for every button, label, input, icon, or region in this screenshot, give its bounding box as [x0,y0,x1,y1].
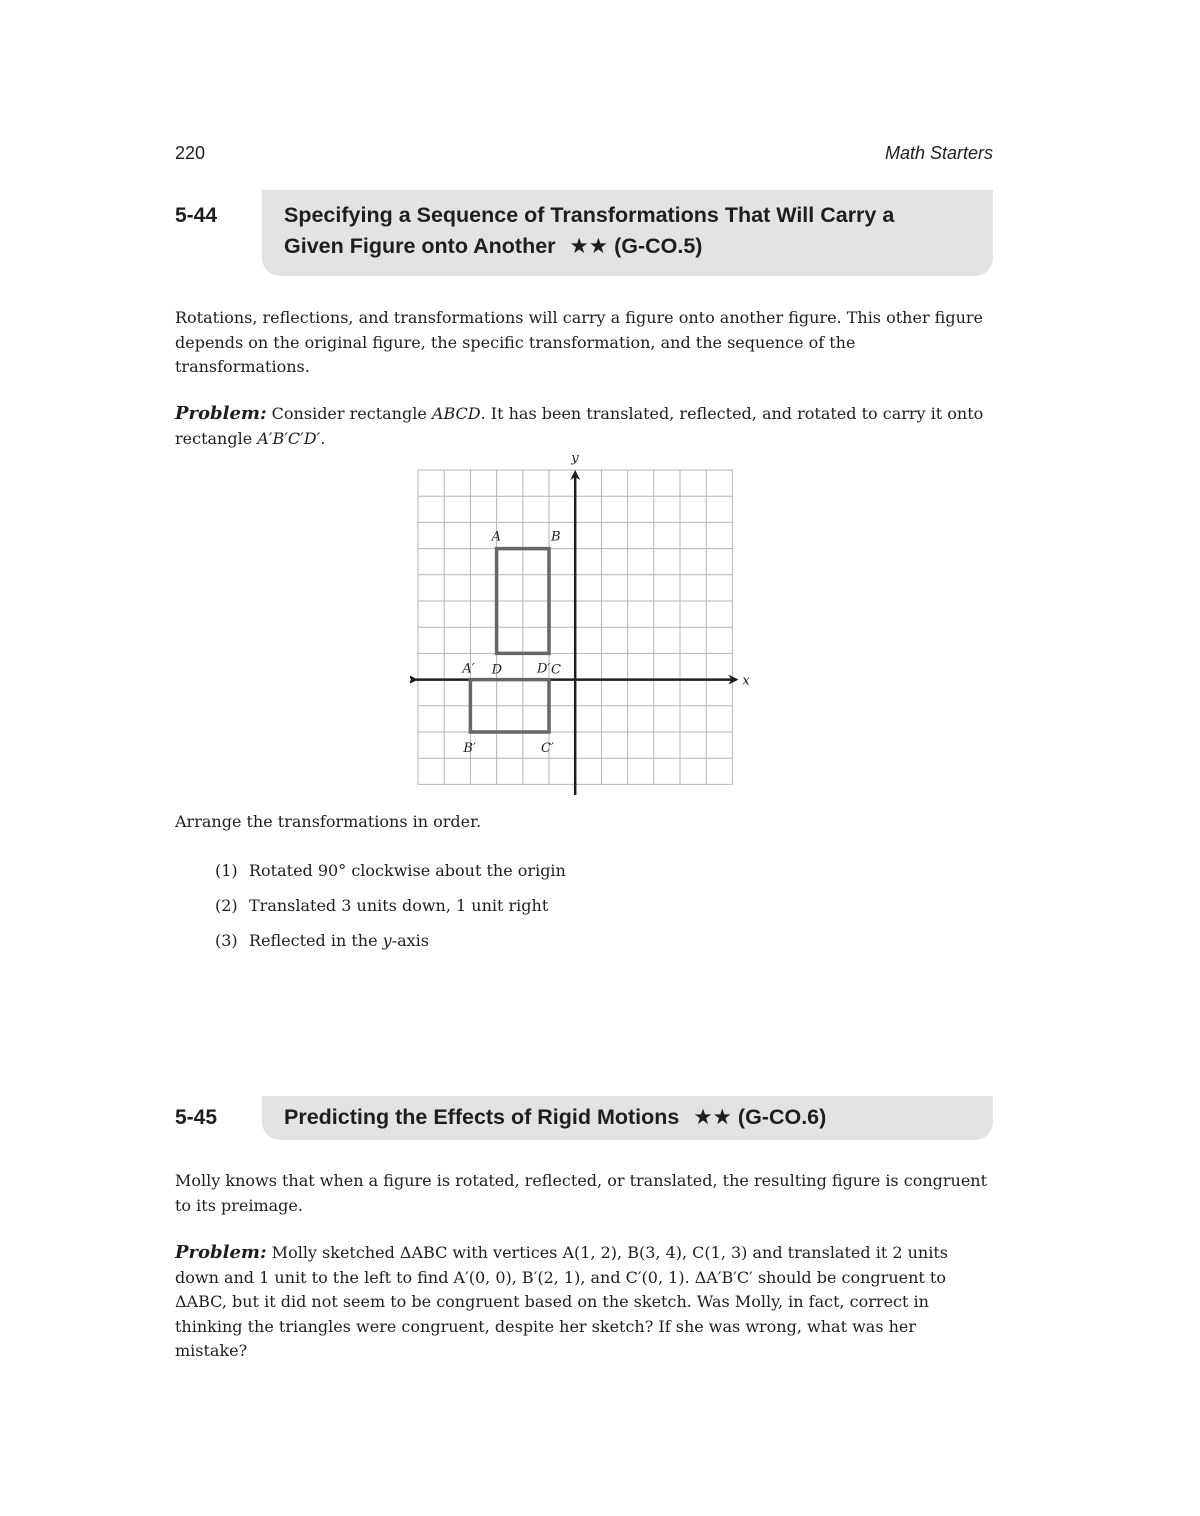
rectangle-name: ABCD [431,404,481,423]
problem-text: Consider rectangle [266,404,432,423]
problem-label: Problem: [175,403,267,424]
problem-text: . It has been translated, reflected, and rotated to carry it onto rectangle [175,404,984,448]
section-number: 5-44 [175,204,218,227]
section-title-text: Predicting the Effects of Rigid Motions [284,1105,680,1129]
vertex-label: C′ [541,741,554,756]
section-title-text: Given Figure onto Another [284,234,556,258]
list-item [215,928,815,963]
vertex-label: D [491,662,503,678]
problem-paragraph [175,1241,993,1364]
item-text: Reflected in the [249,931,383,950]
section-title-box [262,1096,993,1140]
section-title-box [262,190,993,276]
list-item [215,893,815,928]
section-title-line1: Specifying a Sequence of Transformations That Will Carry a [284,203,895,227]
item-text: Translated 3 units down, 1 unit right [249,896,549,915]
item-text: -axis [391,931,429,950]
intro-paragraph: Molly knows that when a figure is rotated, reflected, or translated, the resulting figure is congruent to its preimage. [175,1171,988,1215]
problem-text: Molly sketched ΔABC with vertices A(1, 2), B(3, 4), C(1, 3) and translated it 2 units down and 1 unit to the left to find A′(0, 0), B′(2, 1), and C′(0, 1). ΔA′B′C′ should be congruent to ΔABC, but it did not seem to be congruent based on the sketch. Was Molly, in fact, correct in thinking the triangles were congruent, despite her sketch? If she was wrong, what was her mistake? [175,1243,948,1360]
standard-code: (G-CO.5) [614,234,703,258]
vertex-label: D′ [537,661,551,677]
problem-label: Problem: [175,1242,267,1263]
book-title: Math Starters [884,143,993,163]
vertex-label: C [551,662,561,678]
section-title [284,200,971,262]
standard-code: (G-CO.6) [737,1105,827,1129]
problem-text: . [320,428,326,448]
vertex-label: A [491,529,501,545]
image-rectangle-name: A′B′C′D′ [257,428,321,448]
item-number: (3) [215,931,238,950]
arrange-prompt: Arrange the transformations in order. [175,812,482,831]
section-title [284,1102,971,1133]
intro-paragraph: Rotations, reflections, and transformations will carry a figure onto another figure. This other figure depends on the original figure, the specific transformation, and the sequence of the transformations. [175,308,984,376]
x-axis-label: x [742,673,750,689]
transformation-list [215,858,815,963]
page-number: 220 [175,143,206,163]
item-number: (2) [215,896,238,915]
running-head [175,143,993,169]
problem-paragraph [175,402,993,451]
item-text: Rotated 90° clockwise about the origin [249,861,566,880]
item-number: (1) [215,861,238,880]
vertex-label: B′ [463,741,476,756]
item-variable: y [382,931,392,950]
difficulty-stars: ★★ [569,234,609,258]
section-number: 5-45 [175,1106,218,1129]
section-title-line2 [284,231,971,262]
list-item [215,858,815,893]
coordinate-graph [410,450,750,795]
y-axis-label: y [571,451,579,466]
difficulty-stars: ★★ [693,1105,732,1129]
vertex-label: B [551,529,561,545]
vertex-label: A′ [462,661,475,677]
